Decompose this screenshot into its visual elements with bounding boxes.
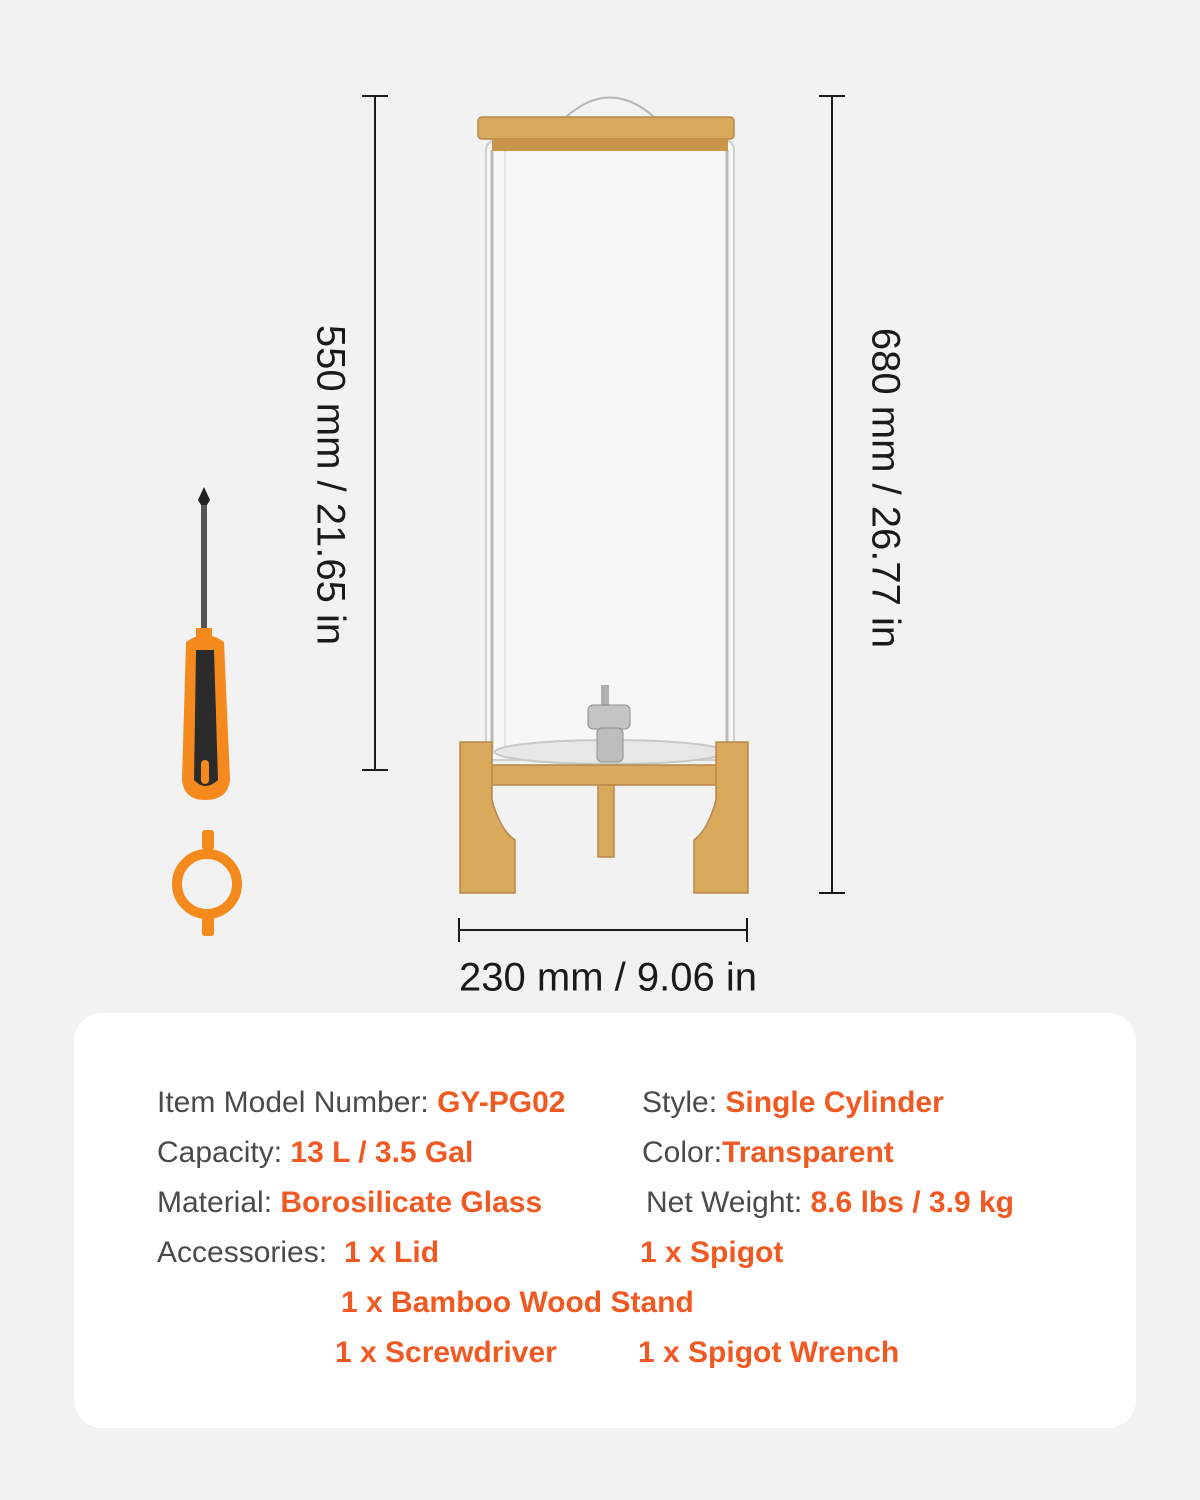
glass-cylinder bbox=[486, 140, 734, 764]
spigot-wrench-icon bbox=[177, 830, 237, 936]
material-row bbox=[157, 1186, 542, 1220]
accessory-spigot-wrench: 1 x Spigot Wrench bbox=[638, 1336, 900, 1369]
style-row bbox=[642, 1086, 944, 1120]
left-dimension-line bbox=[362, 96, 388, 770]
spec-card bbox=[74, 1013, 1136, 1428]
capacity-row bbox=[157, 1136, 473, 1170]
material-value: Borosilicate Glass bbox=[280, 1186, 543, 1219]
capacity-label: Capacity: bbox=[157, 1136, 291, 1169]
body-height-label: 550 mm / 21.65 in bbox=[308, 324, 353, 646]
lid bbox=[478, 98, 734, 152]
model-label: Item Model Number: bbox=[157, 1086, 438, 1119]
weight-value: 8.6 lbs / 3.9 kg bbox=[810, 1186, 1014, 1219]
weight-label: Net Weight: bbox=[646, 1186, 811, 1219]
style-label: Style: bbox=[642, 1086, 726, 1119]
material-label: Material: bbox=[157, 1186, 281, 1219]
accessories-label: Accessories: bbox=[157, 1236, 328, 1269]
weight-row bbox=[646, 1186, 1014, 1220]
model-row bbox=[157, 1086, 566, 1120]
accessory-lid: 1 x Lid bbox=[344, 1236, 440, 1269]
accessories-label-row bbox=[157, 1236, 327, 1270]
accessory-stand: 1 x Bamboo Wood Stand bbox=[341, 1286, 694, 1319]
capacity-value: 13 L / 3.5 Gal bbox=[290, 1136, 474, 1169]
accessory-spigot: 1 x Spigot bbox=[640, 1236, 784, 1269]
style-value: Single Cylinder bbox=[725, 1086, 944, 1119]
right-dimension-line bbox=[819, 96, 845, 893]
color-value: Transparent bbox=[722, 1136, 894, 1169]
color-label: Color: bbox=[642, 1136, 723, 1169]
screwdriver-icon bbox=[182, 487, 230, 800]
total-height-label: 680 mm / 26.77 in bbox=[863, 327, 908, 649]
accessory-screwdriver: 1 x Screwdriver bbox=[335, 1336, 557, 1369]
width-label: 230 mm / 9.06 in bbox=[459, 955, 757, 1000]
color-row bbox=[642, 1136, 894, 1170]
bamboo-stand bbox=[460, 742, 748, 893]
model-value: GY-PG02 bbox=[437, 1086, 566, 1119]
bottom-dimension-line bbox=[459, 918, 747, 942]
